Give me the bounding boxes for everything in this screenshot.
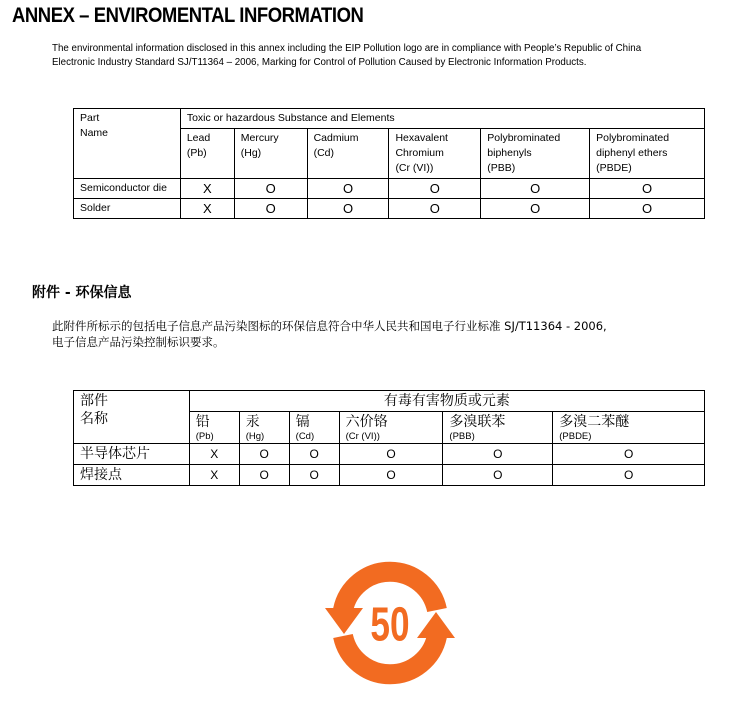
page-title: ANNEX – ENVIROMENTAL INFORMATION	[12, 4, 364, 27]
column-header: 多溴二苯醚 (PBDE)	[553, 412, 705, 444]
column-header: Mercury (Hg)	[234, 129, 307, 179]
mark-cell: X	[189, 444, 239, 465]
column-header: 铅 (Pb)	[189, 412, 239, 444]
mark-cell: O	[389, 179, 481, 199]
column-header: Hexavalent Chromium (Cr (VI))	[389, 129, 481, 179]
mark-cell: O	[234, 179, 307, 199]
column-header: Lead (Pb)	[180, 129, 234, 179]
column-header: Polybrominated diphenyl ethers (PBDE)	[590, 129, 705, 179]
row-name: 焊接点	[74, 465, 190, 486]
mark-cell: O	[481, 179, 590, 199]
part-label: Part	[80, 112, 100, 124]
mark-cell: O	[590, 179, 705, 199]
table-row	[74, 444, 705, 465]
substance-group-header: 有毒有害物质或元素	[189, 391, 704, 412]
substance-table-cn	[73, 390, 705, 486]
logo-arrow-left	[325, 608, 363, 634]
mark-cell: O	[481, 199, 590, 219]
row-name: 半导体芯片	[74, 444, 190, 465]
logo-number: 50	[370, 597, 410, 651]
column-header: 多溴联苯 (PBB)	[443, 412, 553, 444]
mark-cell: O	[553, 444, 705, 465]
part-name-header	[74, 109, 181, 179]
column-header: Polybrominated biphenyls (PBB)	[481, 129, 590, 179]
intro-paragraph-cn	[52, 318, 607, 350]
mark-cell: O	[239, 465, 289, 486]
mark-cell: O	[239, 444, 289, 465]
column-header: 镉 (Cd)	[289, 412, 339, 444]
part-label: 部件	[80, 393, 108, 409]
mark-cell: O	[339, 465, 443, 486]
mark-cell: O	[289, 444, 339, 465]
name-label: Name	[80, 127, 109, 139]
mark-cell: O	[339, 444, 443, 465]
intro-line: The environmental information disclosed in this annex including the EIP Pollution logo are in compliance with People’s Republic of China	[52, 42, 642, 54]
name-label: 名称	[80, 411, 108, 427]
column-header: 六价铬 (Cr (VI))	[339, 412, 443, 444]
row-name: Solder	[74, 199, 181, 219]
substance-table-en	[73, 108, 705, 219]
intro-line: 电子信息产品污染控制标识要求。	[52, 335, 225, 349]
row-name: Semiconductor die	[74, 179, 181, 199]
mark-cell: O	[590, 199, 705, 219]
table-row	[74, 465, 705, 486]
intro-paragraph-en	[52, 42, 703, 69]
mark-cell: O	[389, 199, 481, 219]
intro-line: Electronic Industry Standard SJ/T11364 – 2006, Marking for Control of Pollution Caused by Electronic Information Products.	[52, 55, 587, 68]
mark-cell: O	[289, 465, 339, 486]
logo-arrow-right	[417, 612, 455, 638]
intro-line: 此附件所标示的包括电子信息产品污染图标的环保信息符合中华人民共和国电子行业标准 SJ/T11364 - 2006,	[52, 319, 607, 333]
substance-group-header: Toxic or hazardous Substance and Elements	[180, 109, 704, 129]
table-row	[74, 199, 705, 219]
mark-cell: O	[443, 465, 553, 486]
mark-cell: X	[180, 179, 234, 199]
mark-cell: O	[307, 179, 389, 199]
column-header: 汞 (Hg)	[239, 412, 289, 444]
mark-cell: O	[234, 199, 307, 219]
mark-cell: X	[189, 465, 239, 486]
table-row	[74, 179, 705, 199]
mark-cell: X	[180, 199, 234, 219]
part-name-header	[74, 391, 190, 444]
mark-cell: O	[307, 199, 389, 219]
mark-cell: O	[553, 465, 705, 486]
column-header: Cadmium (Cd)	[307, 129, 389, 179]
epup-50-logo-icon	[325, 558, 455, 688]
mark-cell: O	[443, 444, 553, 465]
section-title-cn: 附件 - 环保信息	[32, 285, 132, 301]
